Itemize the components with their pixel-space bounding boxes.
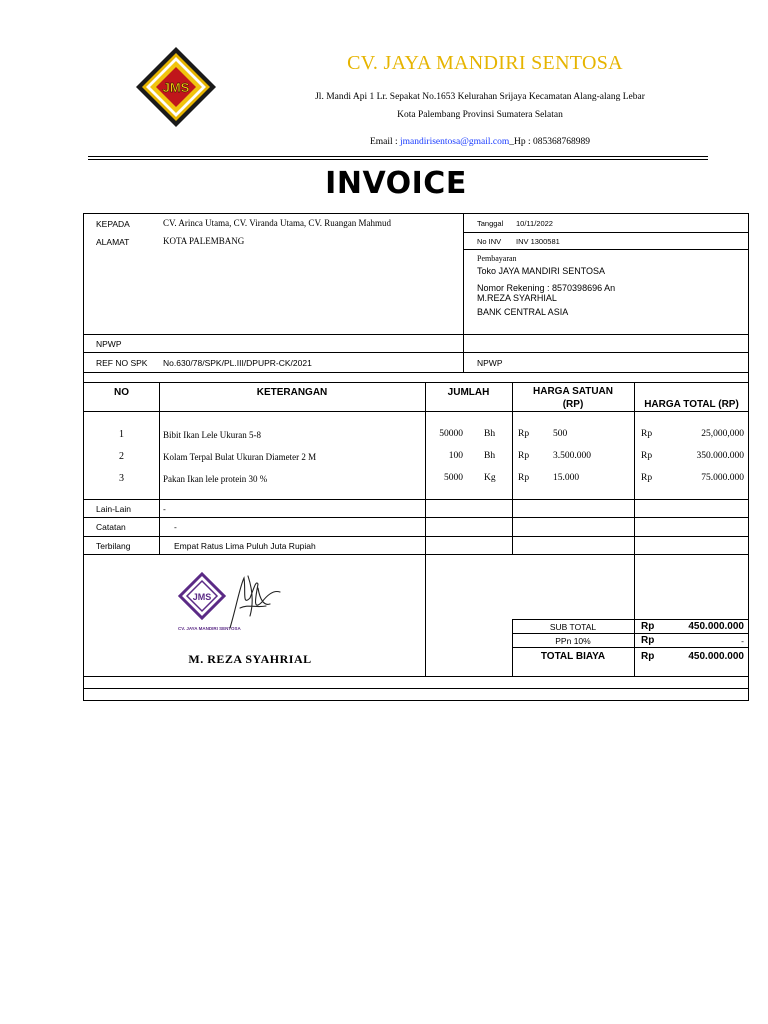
rule (634, 382, 635, 676)
rule (84, 411, 749, 412)
tanggal-value: 10/11/2022 (516, 219, 553, 228)
col-no: NO (114, 387, 129, 398)
bank-name: BANK CENTRAL ASIA (477, 307, 569, 317)
row-keterangan: Kolam Terpal Bulat Ukuran Diameter 2 M (163, 452, 317, 462)
subtotal-label: SUB TOTAL (549, 622, 597, 632)
no-inv-value: INV 1300581 (516, 237, 560, 246)
row-total: 350.000.000 (696, 451, 744, 461)
row-unit: Kg (484, 473, 496, 483)
phone-label: _Hp : (509, 137, 531, 147)
row-rp: Rp (518, 429, 530, 439)
row-unit: Bh (484, 451, 496, 461)
address-line-2: Kota Palembang Provinsi Sumatera Selatan (397, 110, 563, 120)
row-qty: 50000 (439, 429, 463, 439)
signature-icon (230, 576, 280, 628)
ppn-value: - (741, 636, 744, 646)
subtotal-rp: Rp (641, 621, 655, 632)
email-label: Email : (369, 137, 398, 147)
rule (512, 619, 749, 620)
ppn-label: PPn 10% (555, 636, 591, 646)
company-name: CV. JAYA MANDIRI SENTOSA (347, 52, 623, 74)
catatan-value: - (174, 522, 177, 532)
company-logo (134, 45, 218, 129)
logo-text: JMS (162, 80, 190, 95)
catatan-label: Catatan (96, 522, 126, 532)
lain-lain-value: - (163, 504, 166, 514)
rule (84, 676, 749, 677)
rule (463, 214, 464, 372)
rule (84, 554, 749, 555)
header-divider (88, 156, 708, 157)
stamp-logo-text: JMS (192, 592, 212, 602)
rule (84, 536, 749, 537)
total-biaya-value: 450.000.000 (688, 651, 744, 662)
tanggal-label: Tanggal (477, 219, 504, 228)
npwp-right-label: NPWP (477, 358, 503, 368)
total-biaya-label: TOTAL BIAYA (540, 651, 606, 662)
row-keterangan: Bibit Ikan Lele Ukuran 5-8 (163, 430, 261, 440)
rule (84, 517, 749, 518)
email-link[interactable]: jmandirisentosa@gmail.com (400, 137, 510, 147)
ref-spk-value: No.630/78/SPK/PL.III/DPUPR-CK/2021 (163, 358, 312, 368)
row-keterangan: Pakan Ikan lele protein 30 % (163, 474, 268, 484)
rule (463, 232, 749, 233)
col-harga-satuan: HARGA SATUAN (533, 386, 613, 397)
rule (84, 334, 749, 335)
row-total: 75.000.000 (701, 473, 744, 483)
col-keterangan: KETERANGAN (256, 387, 328, 398)
total-biaya-rp: Rp (641, 651, 655, 662)
subtotal-value: 450.000.000 (688, 621, 744, 632)
row-no: 3 (119, 473, 124, 484)
contact-line (250, 137, 710, 147)
rule (463, 249, 749, 250)
col-harga-satuan-unit: (RP) (562, 399, 584, 410)
row-qty: 5000 (444, 473, 463, 483)
alamat-label: ALAMAT (96, 237, 130, 247)
rule (84, 688, 749, 689)
ref-spk-label: REF NO SPK (96, 358, 148, 368)
rule (84, 382, 749, 383)
stamp-text: CV. JAYA MANDIRI SENTOSA (178, 626, 241, 631)
row-rp-total: Rp (641, 451, 653, 461)
row-qty: 100 (448, 451, 463, 461)
company-stamp (170, 568, 290, 648)
kepada-value: CV. Arinca Utama, CV. Viranda Utama, CV. Ruangan Mahmud (163, 218, 392, 228)
invoice-title: INVOICE (325, 166, 467, 201)
row-rp: Rp (518, 451, 530, 461)
pembayaran-label: Pembayaran (477, 254, 517, 263)
rule (159, 382, 160, 554)
bank-account-number: Nomor Rekening : 8570398696 An (477, 283, 616, 293)
lain-lain-label: Lain-Lain (96, 504, 131, 514)
row-rp: Rp (518, 473, 530, 483)
bank-account-holder: M.REZA SYARHIAL (477, 293, 557, 303)
rule (84, 352, 749, 353)
row-unit: Bh (484, 429, 496, 439)
no-inv-label: No INV (477, 237, 502, 246)
row-rp-total: Rp (641, 473, 653, 483)
kepada-label: KEPADA (96, 219, 130, 229)
col-jumlah: JUMLAH (447, 387, 490, 398)
row-price: 3.500.000 (553, 451, 591, 461)
npwp-label: NPWP (96, 339, 122, 349)
alamat-value: KOTA PALEMBANG (163, 236, 245, 246)
rule (84, 372, 749, 373)
bank-account-name: Toko JAYA MANDIRI SENTOSA (477, 266, 606, 276)
rule (512, 633, 749, 634)
rule (425, 382, 426, 676)
col-harga-total: HARGA TOTAL (RP) (644, 399, 739, 410)
header-divider-thin (88, 159, 708, 160)
signer-name: M. REZA SYAHRIAL (188, 652, 312, 666)
rule (84, 499, 749, 500)
row-total: 25,000,000 (701, 429, 744, 439)
row-price: 500 (553, 429, 568, 439)
terbilang-value: Empat Ratus Lima Puluh Juta Rupiah (174, 541, 316, 551)
row-price: 15.000 (553, 473, 580, 483)
row-no: 1 (119, 429, 124, 440)
phone-number: 085368768989 (533, 137, 591, 147)
row-no: 2 (119, 451, 124, 462)
row-rp-total: Rp (641, 429, 653, 439)
terbilang-label: Terbilang (96, 541, 131, 551)
rule (512, 647, 749, 648)
ppn-rp: Rp (641, 635, 655, 646)
address-line-1: Jl. Mandi Api 1 Lr. Sepakat No.1653 Kelurahan Srijaya Kecamatan Alang-alang Lebar (315, 92, 645, 102)
